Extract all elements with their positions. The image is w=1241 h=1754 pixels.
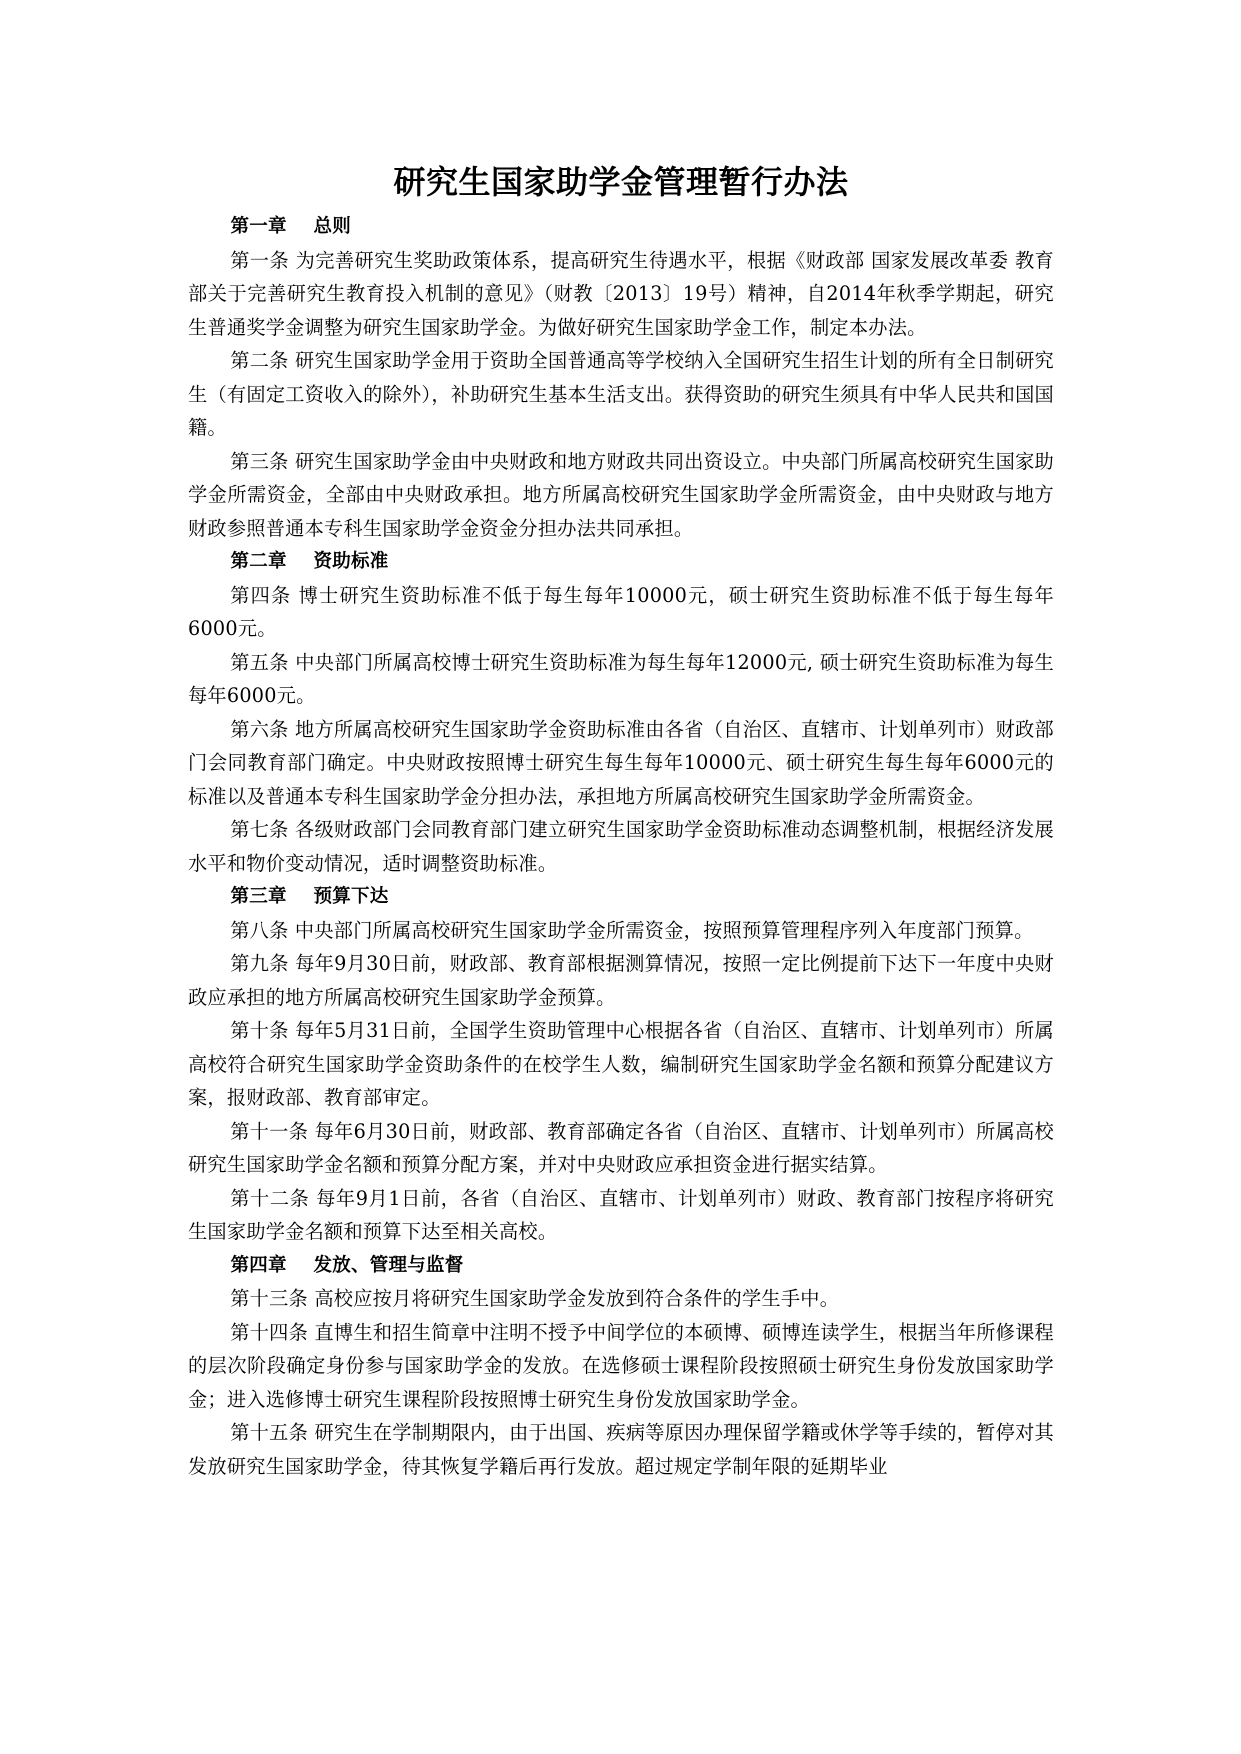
article-7: 第七条 各级财政部门会同教育部门建立研究生国家助学金资助标准动态调整机制，根据经济发展水平和物价变动情况，适时调整资助标准。	[188, 818, 1054, 875]
chapter-1	[188, 210, 1054, 545]
article-4: 第四条 博士研究生资助标准不低于每生每年10000元，硕士研究生资助标准不低于每生每年6000元。	[188, 583, 1054, 640]
article-15: 第十五条 研究生在学制期限内，由于出国、疾病等原因办理保留学籍或休学等手续的，暂停对其发放研究生国家助学金，待其恢复学籍后再行发放。超过规定学制年限的延期毕业	[188, 1421, 1054, 1478]
chapter-3	[188, 880, 1054, 1249]
chapter-4	[188, 1249, 1054, 1484]
chapter-heading: 第四章 发放、管理与监督	[230, 1254, 464, 1276]
chapter-heading: 第三章 预算下达	[230, 886, 389, 907]
chapter-heading: 第一章 总则	[230, 216, 352, 237]
article-5: 第五条 中央部门所属高校博士研究生资助标准为每生每年12000元, 硕士研究生资助标准为每生每年6000元。	[188, 650, 1054, 707]
article-6: 第六条 地方所属高校研究生国家助学金资助标准由各省（自治区、直辖市、计划单列市）财政部门会同教育部门确定。中央财政按照博士研究生每生每年10000元、硕士研究生每生每年6000元的标准以及普通本专科生国家助学金分担办法，承担地方所属高校研究生国家助学金所需资金。	[188, 717, 1054, 808]
document-page	[188, 160, 1054, 1483]
article-8: 第八条 中央部门所属高校研究生国家助学金所需资金，按照预算管理程序列入年度部门预算。	[230, 918, 1034, 942]
article-2: 第二条 研究生国家助学金用于资助全国普通高等学校纳入全国研究生招生计划的所有全日制研究生（有固定工资收入的除外），补助研究生基本生活支出。获得资助的研究生须具有中华人民共和国国籍。	[188, 349, 1054, 439]
article-14: 第十四条 直博生和招生简章中注明不授予中间学位的本硕博、硕博连读学生，根据当年所修课程的层次阶段确定身份参与国家助学金的发放。在选修硕士课程阶段按照硕士研究生身份发放国家助学金；进入选修博士研究生课程阶段按照博士研究生身份发放国家助学金。	[188, 1320, 1054, 1411]
chapter-heading: 第二章 资助标准	[230, 551, 389, 572]
article-10: 第十条 每年5月31日前，全国学生资助管理中心根据各省（自治区、直辖市、计划单列市）所属高校符合研究生国家助学金资助条件的在校学生人数，编制研究生国家助学金名额和预算分配建议方案，报财政部、教育部审定。	[188, 1019, 1054, 1109]
article-3: 第三条 研究生国家助学金由中央财政和地方财政共同出资设立。中央部门所属高校研究生国家助学金所需资金，全部由中央财政承担。地方所属高校研究生国家助学金所需资金，由中央财政与地方财政参照普通本专科生国家助学金资金分担办法共同承担。	[188, 449, 1054, 540]
article-1: 第一条 为完善研究生奖助政策体系，提高研究生待遇水平，根据《财政部 国家发展改革委 教育部关于完善研究生教育投入机制的意见》（财教〔2013〕19号）精神，自2014年秋季学期起，研究生普通奖学金调整为研究生国家助学金。为做好研究生国家助学金工作，制定本办法。	[188, 248, 1054, 339]
document-title: 研究生国家助学金管理暂行办法	[393, 163, 849, 201]
article-13: 第十三条 高校应按月将研究生国家助学金发放到符合条件的学生手中。	[230, 1287, 840, 1310]
article-11: 第十一条 每年6月30日前，财政部、教育部确定各省（自治区、直辖市、计划单列市）所属高校研究生国家助学金名额和预算分配方案，并对中央财政应承担资金进行据实结算。	[188, 1119, 1054, 1176]
article-9: 第九条 每年9月30日前，财政部、教育部根据测算情况，按照一定比例提前下达下一年度中央财政应承担的地方所属高校研究生国家助学金预算。	[188, 952, 1054, 1009]
article-12: 第十二条 每年9月1日前，各省（自治区、直辖市、计划单列市）财政、教育部门按程序将研究生国家助学金名额和预算下达至相关高校。	[188, 1186, 1054, 1243]
chapter-2	[188, 545, 1054, 880]
